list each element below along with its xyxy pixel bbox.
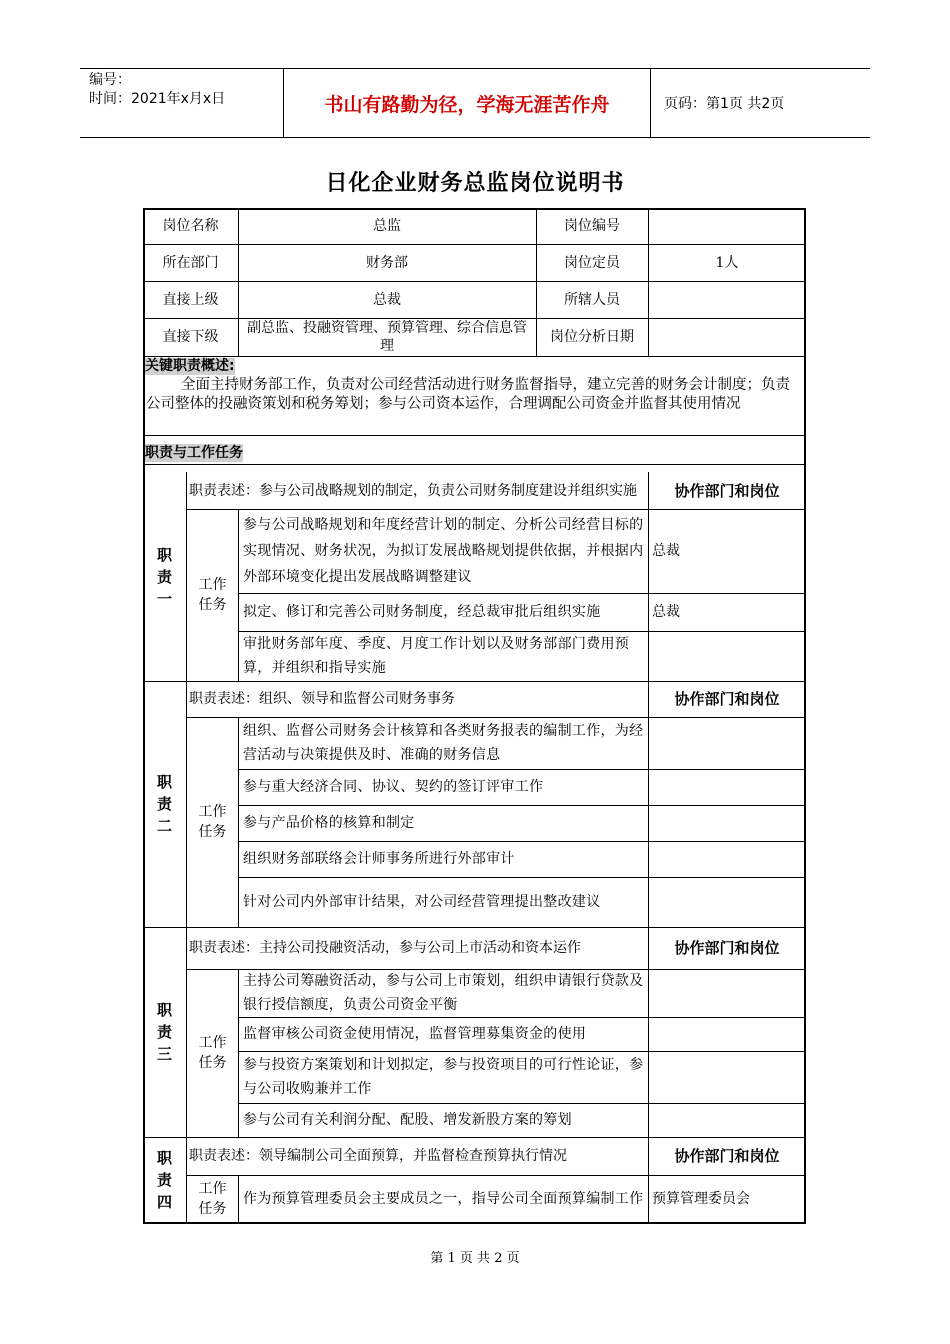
coop-header: 协作部门和岗位	[674, 1147, 780, 1165]
task-row-line	[238, 841, 806, 842]
table-row-line	[143, 356, 806, 357]
table-border-bottom	[143, 1222, 806, 1224]
table-row-line	[143, 318, 806, 319]
task-text: 作为预算管理委员会主要成员之一，指导公司全面预算编制工作	[243, 1190, 644, 1207]
task-text: 参与重大经济合同、协议、契约的签订评审工作	[243, 779, 544, 795]
duty-col-line	[186, 1137, 187, 1222]
statement-line	[186, 717, 806, 718]
label-position-code: 岗位编号	[564, 218, 620, 234]
task-text: 参与公司有关利润分配、配股、增发新股方案的筹划	[243, 1112, 572, 1128]
coop-header: 协作部门和岗位	[674, 690, 780, 708]
task-col-line	[238, 969, 239, 1137]
label-headcount: 岗位定员	[564, 254, 620, 271]
info-col-line	[536, 208, 537, 356]
statement-line	[186, 509, 806, 510]
coop-col-line	[648, 927, 649, 1137]
duties-label: 职责与工作任务	[145, 445, 243, 461]
duty-statement: 职责表述：组织、领导和监督公司财务事务	[189, 691, 455, 707]
value-analysis-date	[648, 318, 806, 356]
document-title: 日化企业财务总监岗位说明书	[325, 171, 625, 196]
value-department: 财务部	[366, 254, 408, 271]
motto: 书山有路勤为径，学海无涯苦作舟	[283, 69, 651, 137]
label-subordinates-count: 所辖人员	[564, 291, 620, 308]
value-subordinates-count	[648, 281, 806, 318]
table-border-left	[143, 208, 145, 1224]
task-text: 监督审核公司资金使用情况，监督管理募集资金的使用	[243, 1026, 587, 1042]
task-row-line	[238, 1051, 806, 1052]
statement-line	[186, 1175, 806, 1176]
table-row-line	[143, 435, 806, 436]
task-text: 审批财务部年度、季度、月度工作计划以及财务部部门费用预算，并组织和指导实施	[243, 636, 630, 676]
work-task-cell	[187, 509, 238, 681]
duty-statement: 职责表述：参与公司战略规划的制定，负责公司财务制度建设并组织实施	[189, 482, 637, 499]
task-coop	[652, 1017, 802, 1051]
duty-name-cell	[143, 681, 186, 927]
duty-col-line	[186, 472, 187, 681]
label-department: 所在部门	[162, 254, 219, 271]
label-analysis-date: 岗位分析日期	[550, 329, 634, 345]
label-position-name: 岗位名称	[162, 218, 219, 234]
task-row-line	[238, 631, 806, 632]
duty-separator	[143, 927, 806, 928]
value-headcount: 1人	[715, 254, 739, 271]
info-col-line	[238, 208, 239, 356]
table-row-line	[143, 464, 806, 465]
task-row-line	[238, 805, 806, 806]
value-subordinates: 副总监、投融资管理、预算管理、综合信息管理	[247, 320, 527, 354]
duty-name: 职责四	[156, 1148, 172, 1211]
work-task-label: 工作任务	[198, 1035, 227, 1071]
table-border-top	[143, 208, 806, 210]
work-task-cell	[187, 717, 238, 927]
duty-statement: 职责表述：主持公司投融资活动，参与公司上市活动和资本运作	[189, 940, 581, 956]
summary-label: 关键职责概述:	[145, 358, 235, 374]
work-task-label: 工作任务	[198, 577, 227, 613]
task-col-line	[238, 1175, 239, 1222]
code-label: 编号：	[89, 72, 131, 88]
task-text: 组织、监督公司财务会计核算和各类财务报表的编制工作，为经营活动与决策提供及时、准确的财务信息	[243, 723, 644, 763]
task-coop	[652, 631, 802, 681]
duty-name-cell	[143, 927, 186, 1137]
table-border-right	[804, 208, 806, 1224]
header-meta	[80, 69, 283, 137]
value-position-name: 总监	[373, 218, 401, 234]
duty-separator	[143, 1137, 806, 1138]
table-row-line	[143, 281, 806, 282]
coop-header: 协作部门和岗位	[674, 939, 780, 957]
value-position-code	[648, 208, 806, 244]
task-row-line	[238, 769, 806, 770]
task-col-line	[238, 509, 239, 681]
task-coop	[652, 1103, 802, 1137]
statement-line	[186, 969, 806, 970]
info-col-line	[648, 208, 649, 356]
duty-statement: 职责表述：领导编制公司全面预算，并监督检查预算执行情况	[189, 1148, 567, 1164]
coop-col-line	[648, 1137, 649, 1222]
label-superior: 直接上级	[162, 291, 219, 308]
duty-name-cell	[143, 1137, 186, 1222]
task-text: 参与产品价格的核算和制定	[243, 815, 415, 831]
job-description-table	[143, 208, 806, 1224]
task-text: 主持公司筹融资活动，参与公司上市策划，组织申请银行贷款及银行授信额度，负责公司资金平衡	[243, 973, 644, 1013]
task-coop	[652, 841, 802, 877]
duty-separator	[143, 681, 806, 682]
work-task-cell	[187, 1175, 238, 1222]
table-row-line	[143, 244, 806, 245]
task-row-line	[238, 877, 806, 878]
task-coop	[652, 969, 802, 1017]
summary-text: 全面主持财务部工作，负责对公司经营活动进行财务监督指导，建立完善的财务会计制度；负责公司整体的投融资策划和税务筹划；参与公司资本运作，合理调配公司资金并监督其使用情况	[146, 377, 790, 412]
task-coop	[652, 717, 802, 769]
task-text: 组织财务部联络会计师事务所进行外部审计	[243, 851, 515, 867]
task-coop: 总裁	[652, 543, 680, 559]
task-coop	[652, 769, 802, 805]
coop-header: 协作部门和岗位	[674, 481, 780, 500]
task-row-line	[238, 1103, 806, 1104]
task-coop	[652, 1051, 802, 1103]
duty-name: 职责三	[156, 1001, 172, 1063]
task-coop: 预算管理委员会	[652, 1190, 750, 1207]
task-text: 参与投资方案策划和计划拟定，参与投资项目的可行性论证，参与公司收购兼并工作	[243, 1057, 644, 1097]
coop-col-line	[648, 472, 649, 681]
task-text: 参与公司战略规划和年度经营计划的制定、分析公司经营目标的实现情况、财务状况，为拟订发展战略规划提供依据，并根据内外部环境变化提出发展战略调整建议	[243, 517, 644, 585]
task-coop: 总裁	[652, 604, 680, 620]
task-col-line	[238, 717, 239, 927]
work-task-label: 工作任务	[198, 804, 227, 840]
page-info: 页码：第1页 共2页	[664, 96, 785, 112]
duty-name: 职责二	[156, 773, 172, 835]
page-header	[80, 68, 870, 138]
date-label: 时间：2021年x月x日	[89, 91, 226, 107]
value-superior: 总裁	[373, 291, 401, 308]
task-coop	[652, 877, 802, 927]
duty-col-line	[186, 927, 187, 1137]
duty-name: 职责一	[156, 545, 172, 608]
work-task-cell	[187, 969, 238, 1137]
task-row-line	[238, 1017, 806, 1018]
label-subordinates: 直接下级	[162, 329, 219, 345]
task-text: 针对公司内外部审计结果，对公司经营管理提出整改建议	[243, 894, 601, 910]
page-footer: 第 1 页 共 2 页	[430, 1251, 520, 1266]
task-row-line	[238, 593, 806, 594]
duty-name-cell	[143, 472, 186, 681]
work-task-label: 工作任务	[198, 1180, 227, 1217]
task-text: 拟定、修订和完善公司财务制度，经总裁审批后组织实施	[243, 604, 601, 620]
task-coop	[652, 805, 802, 841]
